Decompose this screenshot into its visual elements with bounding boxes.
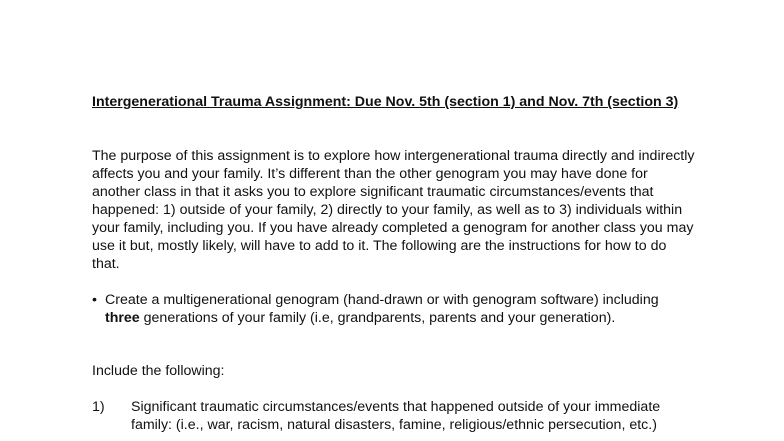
bullet-marker: • (92, 292, 97, 308)
bullet-text-before: Create a multigenerational genogram (hand-drawn or with genogram software) including (105, 292, 659, 308)
numbered-item-number: 1) (92, 399, 105, 415)
assignment-title: Intergenerational Trauma Assignment: Due Nov. 5th (section 1) and Nov. 7th (section 3) (92, 94, 679, 110)
bullet-text-after: generations of your family (i.e, grandparents, parents and your generation). (139, 310, 616, 326)
numbered-item-text: Significant traumatic circumstances/events that happened outside of your immediate family: (i.e., war, racism, natural disasters, famine, religious/ethnic persecution, etc.) (131, 399, 661, 433)
genogram-bullet-item (92, 291, 672, 327)
include-label: Include the following: (92, 363, 225, 379)
intro-paragraph: The purpose of this assignment is to explore how intergenerational trauma directly and indirectly affects you and your family. It’s different than the other genogram you may have done for another class in that it asks you to explore significant traumatic circumstances/events that happened: 1) outside of your family, 2) directly to your family, as well as to 3) individuals within your family, including you. If you have already completed a genogram for another class you may use it but, mostly likely, will have to add to it. The following are the instructions for how to do that. (92, 148, 695, 272)
numbered-item-1 (92, 398, 692, 434)
bullet-emphasis: three (105, 310, 140, 326)
bullet-text (105, 291, 672, 327)
